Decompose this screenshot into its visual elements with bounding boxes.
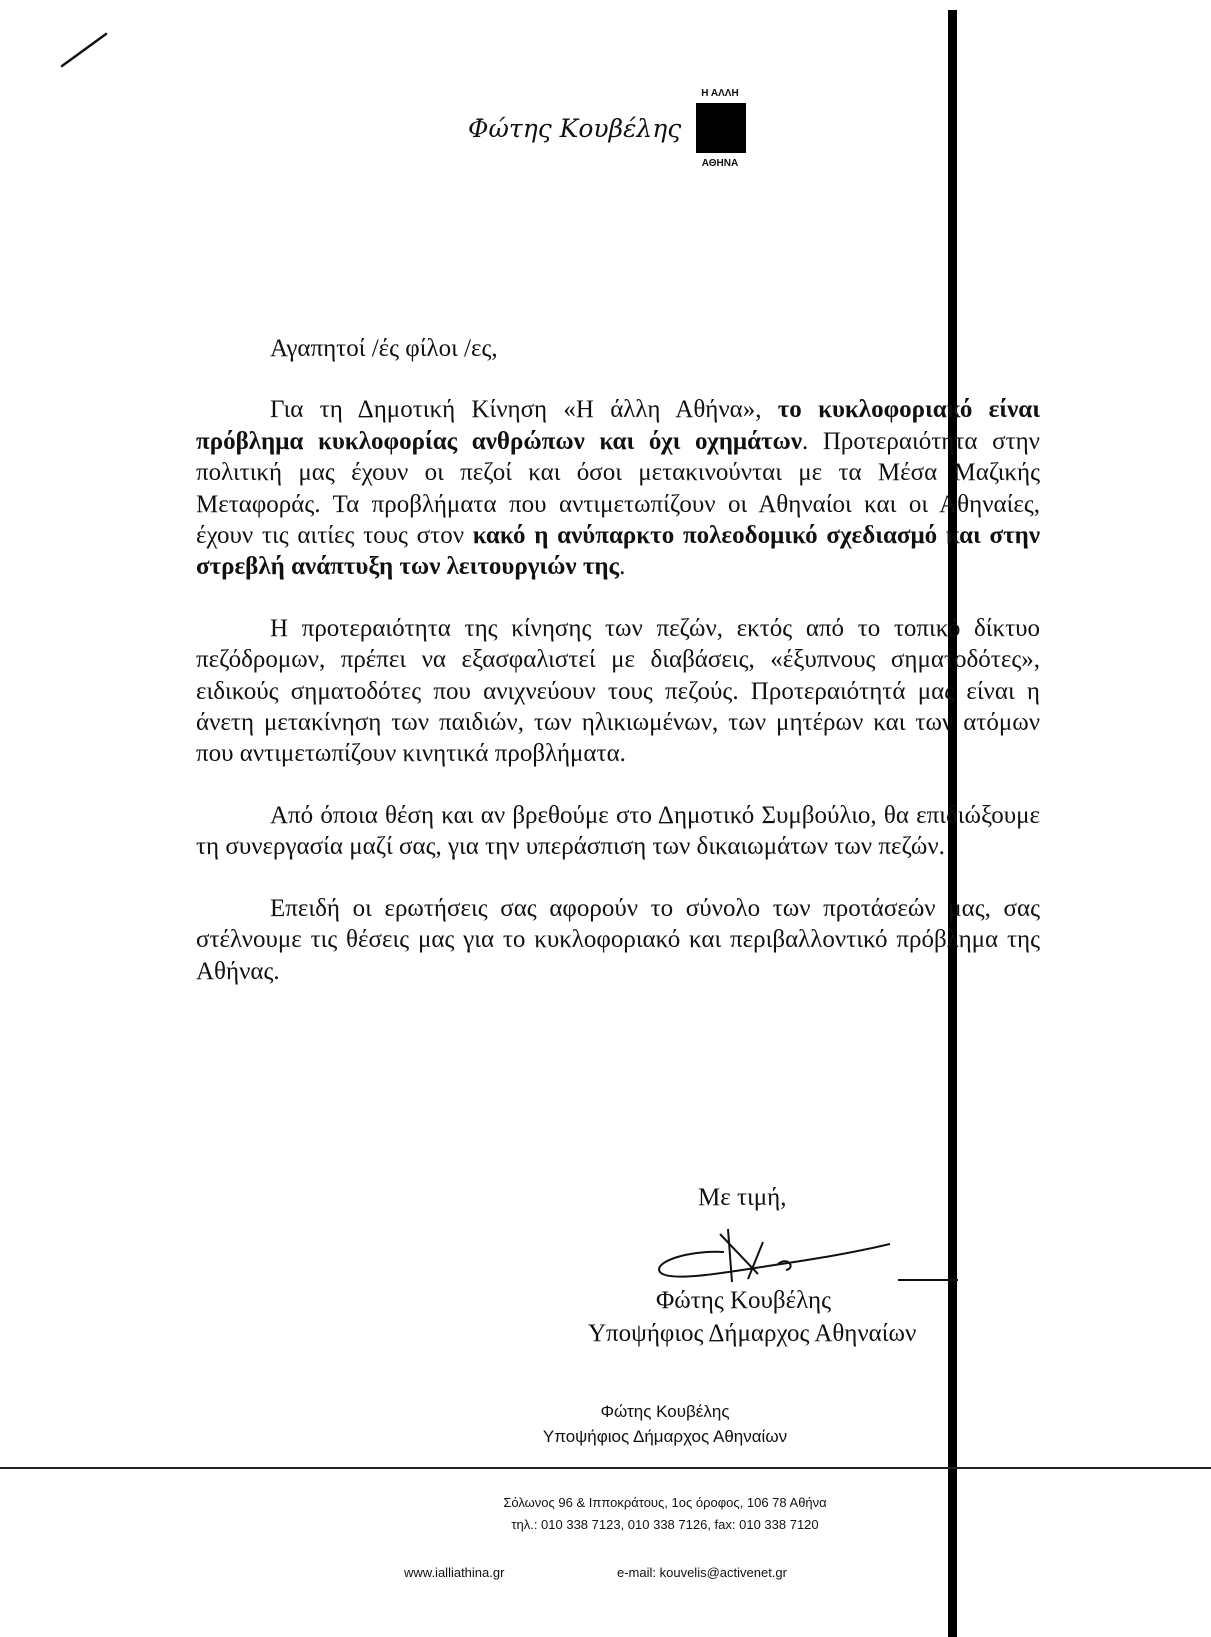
- logo-text-bottom: ΑΘΗΝΑ: [701, 158, 739, 169]
- pen-mark: [60, 30, 110, 70]
- paragraph-1: [196, 394, 1040, 582]
- paragraph-4: Επειδή οι ερωτήσεις σας αφορούν το σύνολο των προτάσεών μας, σας στέλνουμε τις θέσεις μας για το κυκλοφοριακό και περιβαλλοντικό πρόβλημα της Αθήνας.: [196, 894, 1040, 985]
- closing: Με τιμή,: [698, 1184, 787, 1211]
- signer-title: Υποψήφιος Δήμαρχος Αθηναίων: [588, 1320, 917, 1347]
- paragraph-3: Από όποια θέση και αν βρεθούμε στο Δημοτικό Συμβούλιο, θα επιδιώξουμε τη συνεργασία μαζί σας, για την υπεράσπιση των δικαιωμάτων των πεζών.: [196, 801, 1040, 861]
- footer-email-link[interactable]: e-mail: kouvelis@activenet.gr: [617, 1565, 787, 1580]
- paragraph-1-bold-1: το κυκλοφοριακό είναι πρόβλημα κυκλοφορίας ανθρώπων και όχι οχημάτων: [196, 396, 1040, 455]
- signer-name: Φώτης Κουβέλης: [656, 1287, 832, 1314]
- paragraph-1-intro: Για τη Δημοτική Κίνηση «Η άλλη Αθήνα»,: [270, 396, 778, 424]
- footer-website-link[interactable]: www.ialliathina.gr: [404, 1565, 505, 1580]
- letterhead-name: Φώτης Κουβέλης: [468, 114, 682, 143]
- salutation: Αγαπητοί /ές φίλοι /ες,: [270, 335, 498, 362]
- footer-title: Υποψήφιος Δήμαρχος Αθηναίων: [542, 1427, 788, 1446]
- paragraph-2: Η προτεραιότητα της κίνησης των πεζών, εκτός από το τοπικό δίκτυο πεζόδρομων, πρέπει να εξασφαλιστεί με διαβάσεις, «έξυπνους σηματοδότες», ειδικούς σηματοδότες που ανιχνεύουν τους πεζούς. Προτεραιότητά μας είναι η άνετη μετακίνηση των παιδιών, των ηλικιωμένων, των μητέρων και των ατόμων που αντιμετωπίζουν κινητικά προβλήματα.: [196, 614, 1040, 768]
- handwritten-signature: [628, 1224, 958, 1284]
- paragraph-1-middle: . Προτεραιότητα στην πολιτική μας έχουν οι πεζοί και όσοι μετακινούνται με τα Μέσα Μαζικής Μεταφοράς. Τα προβλήματα που αντιμετωπίζουν οι Αθηναίοι και οι Αθηναίες, έχουν τις αιτίες τους στον: [196, 427, 1040, 550]
- paragraph-1-bold-2: κακό η ανύπαρκτο πολεοδομικό σχεδιασμό και στην στρεβλή ανάπτυξη των λειτουργιών της: [196, 522, 1041, 581]
- letter-body: [196, 333, 1040, 1017]
- footer-address: Σόλωνος 96 & Ιπποκράτους, 1ος όροφος, 106 78 Αθήνα: [503, 1495, 827, 1510]
- logo-text-top: Η ΑΛΛΗ: [701, 88, 739, 99]
- footer-divider: [0, 1467, 1211, 1469]
- logo-square: [696, 103, 746, 153]
- footer-name: Φώτης Κουβέλης: [600, 1402, 730, 1421]
- paragraph-1-end: .: [619, 553, 626, 581]
- footer-phones: τηλ.: 010 338 7123, 010 338 7126, fax: 010 338 7120: [511, 1517, 819, 1532]
- letterhead: [460, 88, 760, 178]
